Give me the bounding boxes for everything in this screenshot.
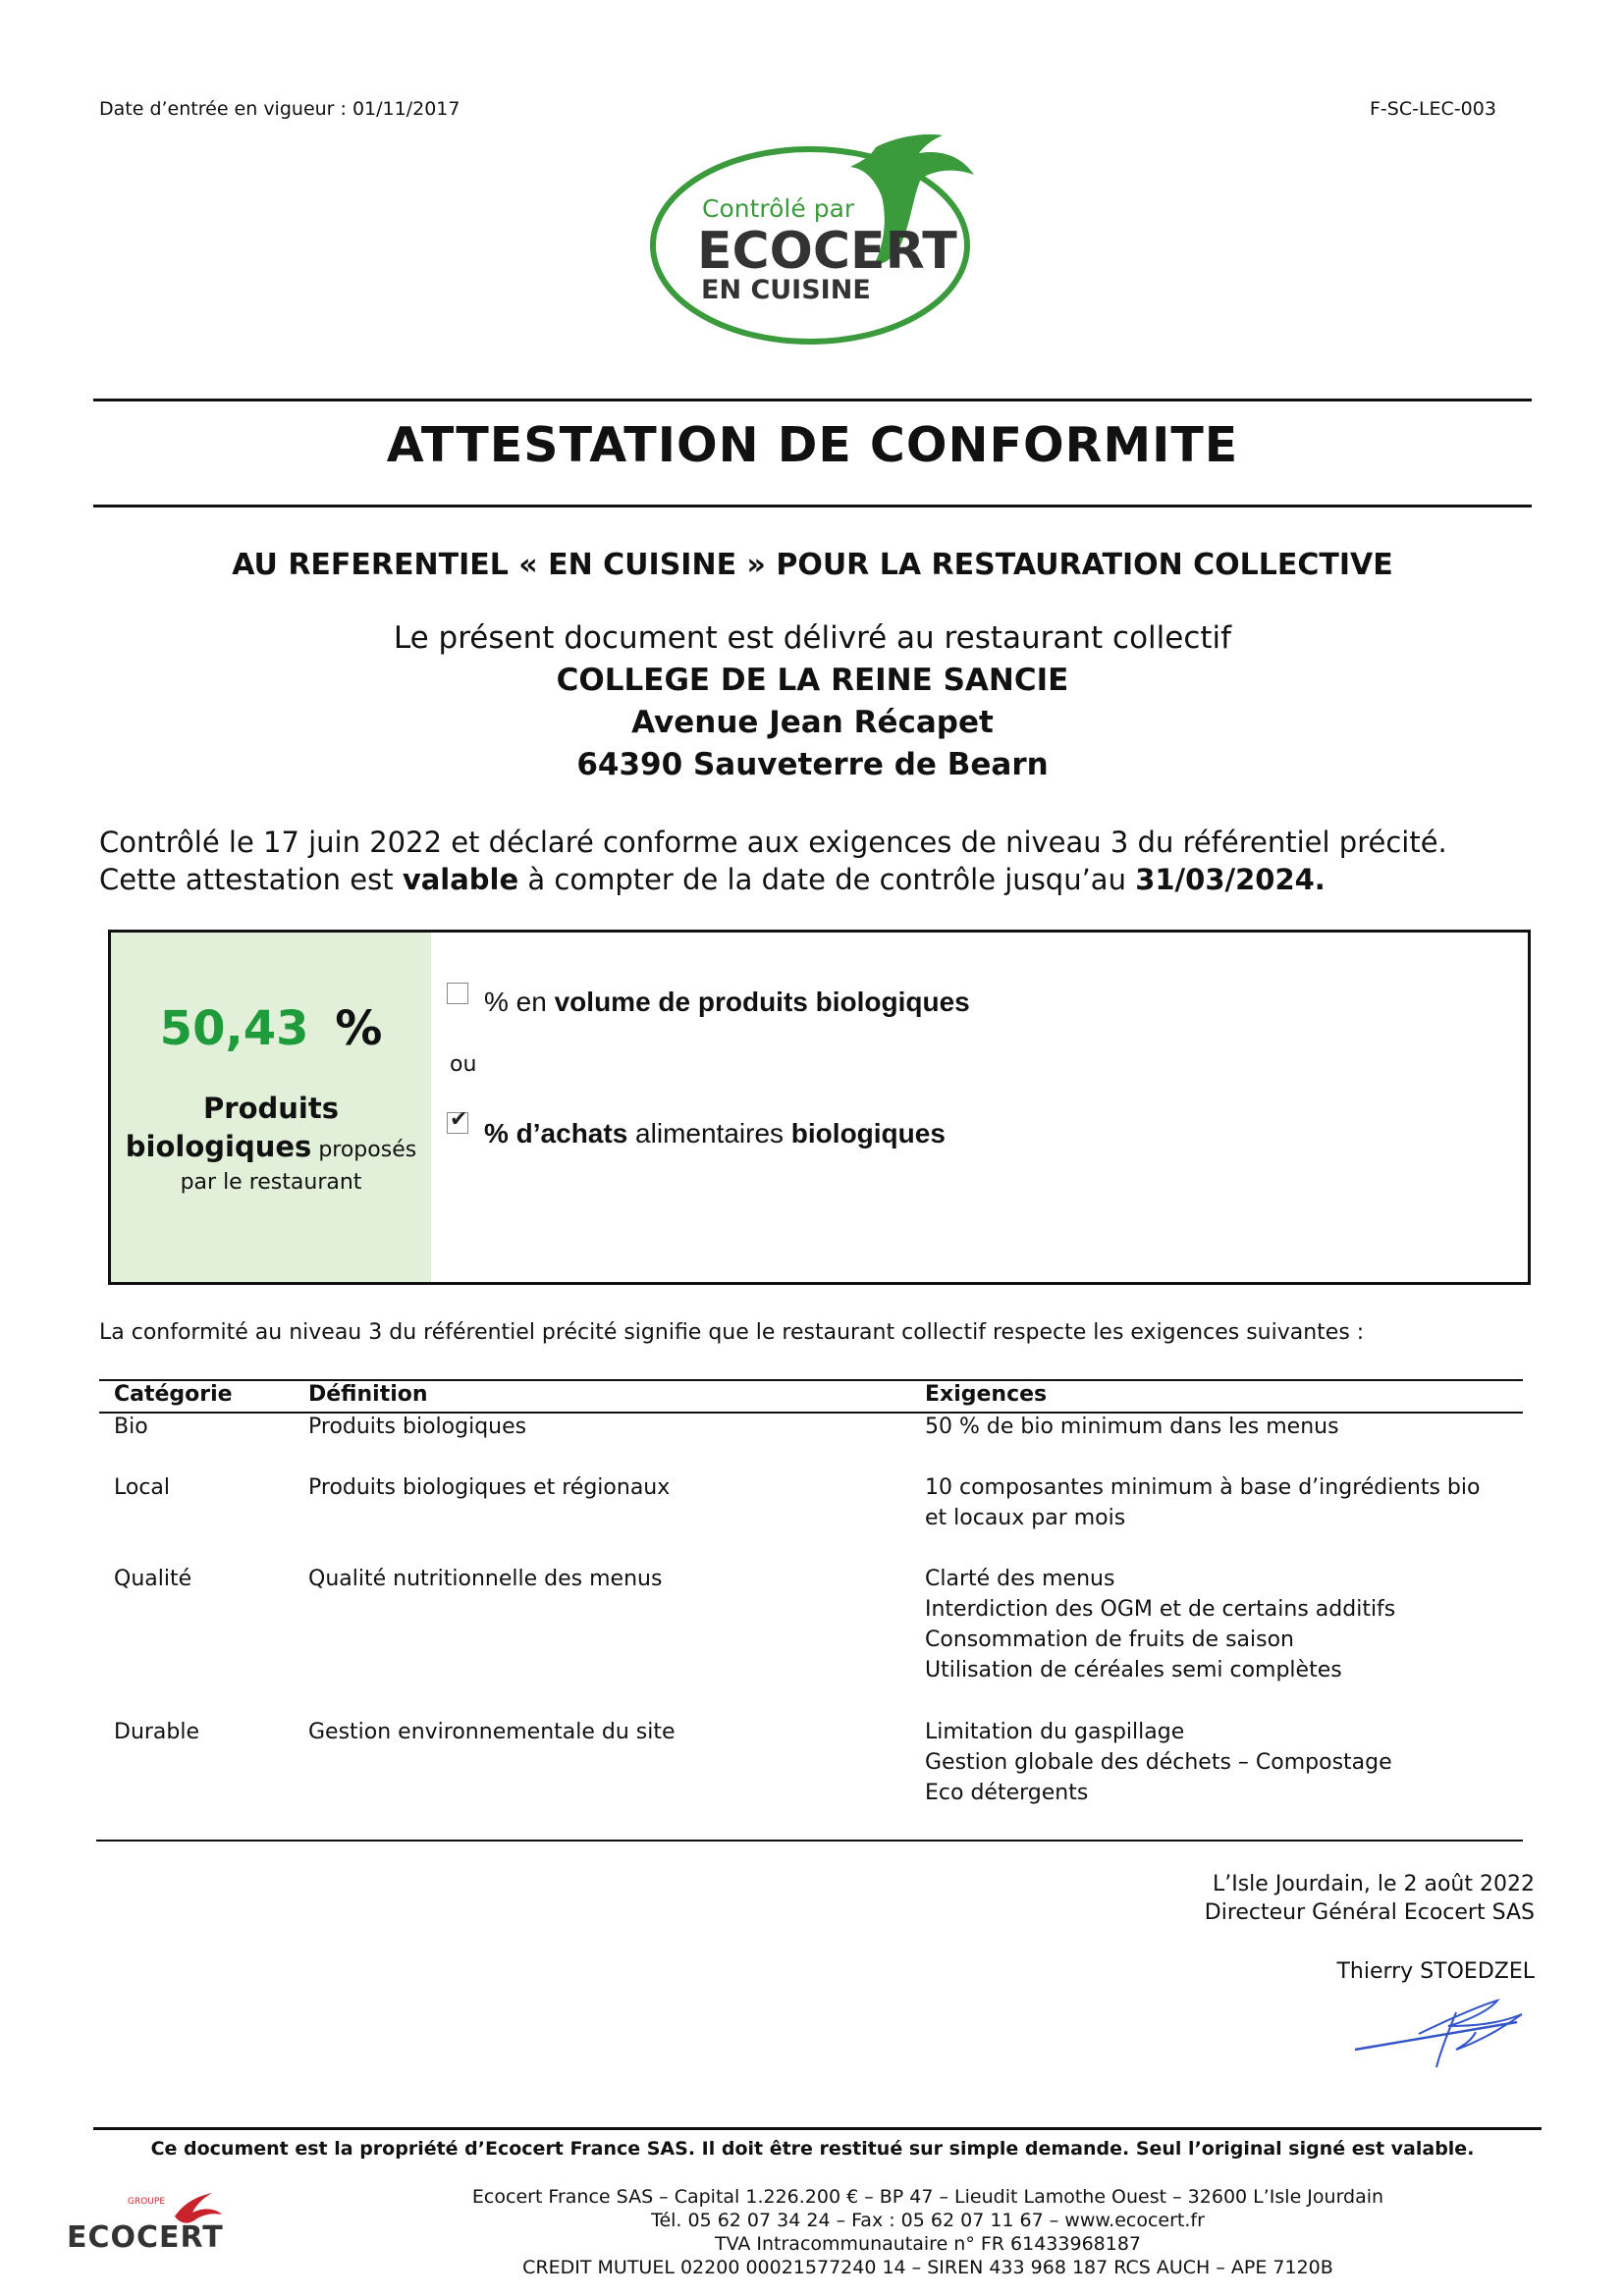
company-line-1: Ecocert France SAS – Capital 1.226.200 € – BP 47 – Lieudit Lamothe Ouest – 32600 L’Isle Jourdain	[471, 2186, 1384, 2208]
restaurant-name: COLLEGE DE LA REINE SANCIE	[556, 663, 1069, 698]
check-mark-icon: ✔	[450, 1107, 468, 1132]
conformity-intro: La conformité au niveau 3 du référentiel précité signifie que le restaurant collectif respecte les exigences suivantes :	[99, 1320, 1365, 1345]
logo-line-1: Contrôlé par	[702, 194, 855, 223]
organic-percentage: 50,43 %	[159, 1001, 383, 1056]
or-label: ou	[450, 1052, 477, 1077]
signature-place-date: L’Isle Jourdain, le 2 août 2022	[1212, 1872, 1535, 1896]
logo-line-3: EN CUISINE	[701, 275, 871, 305]
col-header-category: Catégorie	[114, 1382, 233, 1407]
score-panel	[111, 933, 431, 1282]
page-title: ATTESTATION DE CONFORMITE	[386, 417, 1239, 473]
table-rule-bottom	[96, 1840, 1523, 1842]
company-line-4: CREDIT MUTUEL 02200 00021577240 14 – SIREN 433 968 187 RCS AUCH – APE 7120B	[522, 2257, 1333, 2278]
group-label: GROUPE	[128, 2197, 166, 2207]
col-header-requirements: Exigences	[925, 1382, 1048, 1407]
volume-checkbox[interactable]	[447, 983, 468, 1004]
restaurant-street: Avenue Jean Récapet	[631, 705, 994, 740]
subtitle: AU REFERENTIEL « EN CUISINE » POUR LA RESTAURATION COLLECTIVE	[232, 548, 1393, 582]
table-rule-top	[99, 1379, 1523, 1381]
handwritten-signature	[1350, 1993, 1546, 2071]
company-line-3: TVA Intracommunautaire n° FR 61433968187	[714, 2233, 1142, 2255]
document-code: F-SC-LEC-003	[1370, 98, 1496, 120]
purchases-checkbox[interactable]	[447, 1107, 468, 1134]
title-rule-bottom	[93, 505, 1532, 507]
score-label-1: Produits	[203, 1092, 339, 1125]
volume-option-label: % en volume de produits biologiques	[484, 987, 970, 1017]
ecocert-wordmark: ECOCERT	[67, 2220, 224, 2255]
restaurant-city: 64390 Sauveterre de Bearn	[576, 747, 1049, 782]
ecocert-group-logo	[67, 2187, 224, 2266]
delivered-intro: Le présent document est délivré au restaurant collectif	[393, 620, 1232, 656]
score-label-2: biologiques proposés	[125, 1130, 417, 1163]
validity-statement: Cette attestation est valable à compter de la date de contrôle jusqu’au 31/03/2024.	[99, 863, 1326, 896]
footer-notice: Ce document est la propriété d’Ecocert France SAS. Il doit être restitué sur simple demande. Seul l’original signé est valable.	[150, 2138, 1475, 2160]
effective-date: Date d’entrée en vigueur : 01/11/2017	[99, 98, 460, 120]
signature-role: Directeur Général Ecocert SAS	[1204, 1900, 1535, 1925]
company-details	[388, 2185, 1468, 2279]
control-statement: Contrôlé le 17 juin 2022 et déclaré conforme aux exigences de niveau 3 du référentiel précité.	[99, 826, 1447, 859]
signature-graphic	[1350, 1993, 1546, 2071]
signatory-name: Thierry STOEDZEL	[1336, 1959, 1535, 1984]
score-label-3: par le restaurant	[180, 1170, 362, 1195]
purchases-option-label: % d’achats alimentaires biologiques	[484, 1118, 946, 1148]
ecocert-en-cuisine-logo	[648, 128, 982, 353]
footer-rule	[93, 2127, 1542, 2130]
title-rule-top	[93, 399, 1532, 401]
score-box	[108, 930, 1531, 1285]
company-line-2: Tél. 05 62 07 34 24 – Fax : 05 62 07 11 67 – www.ecocert.fr	[651, 2210, 1205, 2231]
col-header-definition: Définition	[308, 1382, 428, 1407]
logo-line-2: ECOCERT	[697, 222, 957, 281]
